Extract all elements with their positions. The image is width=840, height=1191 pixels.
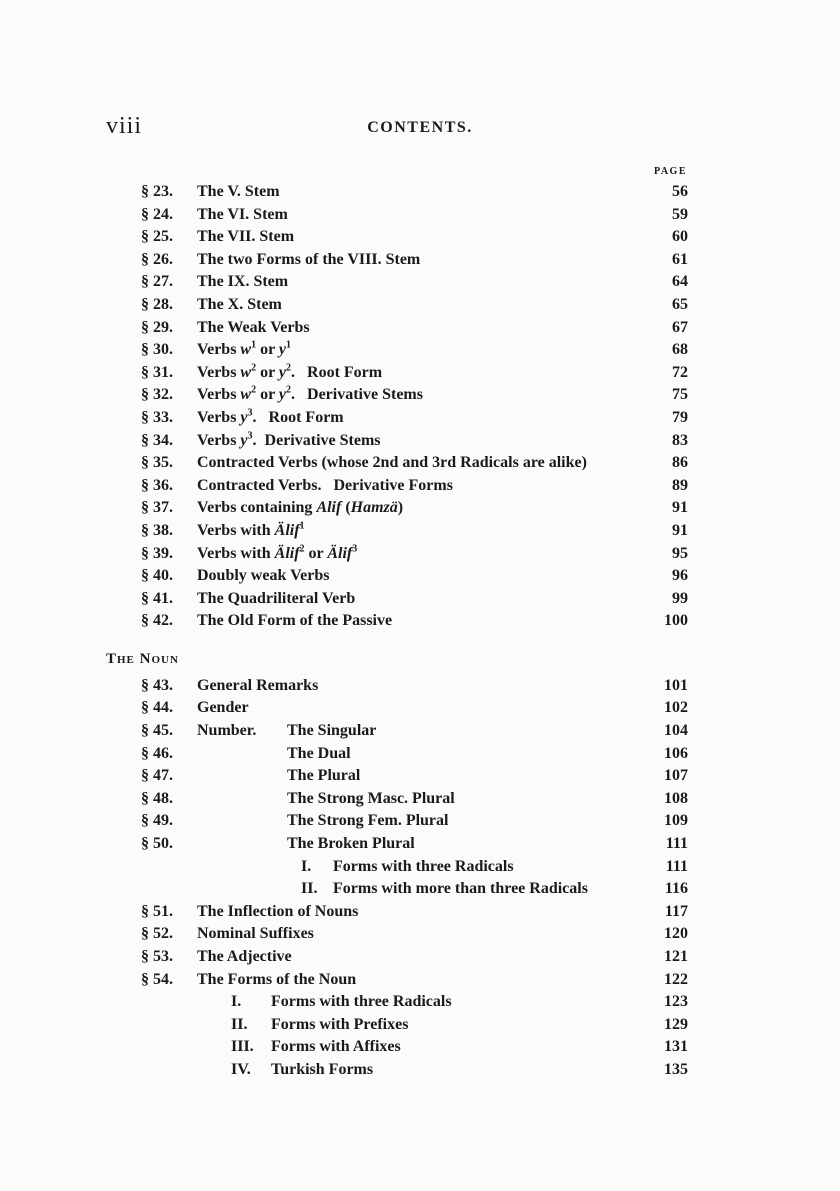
toc-entry <box>0 675 840 698</box>
section-number: § 46. <box>141 744 173 762</box>
toc-entry <box>0 384 840 407</box>
entry-title: The VI. Stem <box>197 205 288 223</box>
toc-entry <box>0 743 840 766</box>
roman-numeral: II. <box>231 1015 248 1033</box>
toc-entry <box>0 407 840 430</box>
toc-subentry <box>0 878 840 901</box>
section-number: § 52. <box>141 925 173 943</box>
section-number: § 24. <box>141 205 173 223</box>
toc-subentry <box>0 1036 840 1059</box>
entry-page: 61 <box>672 250 688 268</box>
entry-title: Verbs $y^3$. Derivative Stems <box>197 430 381 449</box>
entry-title: Verbs with Älif$^1$ <box>197 520 305 539</box>
toc-subentry <box>0 1059 840 1082</box>
toc-entry <box>0 226 840 249</box>
section-number: § 29. <box>141 318 173 336</box>
entry-title: Nominal Suffixes <box>197 925 314 943</box>
section-number: § 40. <box>141 567 173 585</box>
part-heading: The Noun <box>106 650 179 667</box>
roman-numeral: II. <box>301 880 318 898</box>
entry-title: Doubly weak Verbs <box>197 567 330 585</box>
entry-title: Gender <box>197 699 249 717</box>
entry-page: 72 <box>672 363 688 381</box>
page-number: viii <box>106 113 143 139</box>
section-number: § 38. <box>141 521 173 539</box>
toc-entry <box>0 204 840 227</box>
toc-entry <box>0 765 840 788</box>
entry-title: Verbs containing Alif (Hamzä) <box>197 499 404 517</box>
entry-page: 65 <box>672 295 688 313</box>
entry-page: 100 <box>664 612 688 630</box>
section-number: § 26. <box>141 250 173 268</box>
entry-page: 56 <box>672 183 688 200</box>
entry-title: Forms with three Radicals <box>271 993 452 1011</box>
entry-title: The Plural <box>287 767 361 785</box>
toc-entry <box>0 969 840 992</box>
entry-page: 107 <box>664 767 688 785</box>
entry-page: 95 <box>672 544 688 562</box>
entry-page: 116 <box>664 880 688 898</box>
toc-entry <box>0 923 840 946</box>
section-number: § 23. <box>141 183 173 200</box>
toc-entry <box>0 452 840 475</box>
entry-page: 109 <box>664 812 688 830</box>
toc-entry <box>0 294 840 317</box>
roman-numeral: IV. <box>231 1060 251 1078</box>
entry-title: The Quadriliteral Verb <box>197 589 356 607</box>
toc-entry <box>0 543 840 566</box>
entry-title: The Broken Plural <box>287 835 415 853</box>
entry-page: 102 <box>664 699 688 717</box>
toc-entry <box>0 497 840 520</box>
toc-entry <box>0 271 840 294</box>
entry-page: 86 <box>672 454 688 472</box>
page-column-label: PAGE <box>653 166 687 177</box>
entry-title: Verbs with Älif$^2$ or Älif$^3$ <box>197 543 358 562</box>
section-number: § 28. <box>141 295 173 313</box>
entry-title: Verbs $w^2$ or $y^2$. Derivative Stems <box>197 385 423 404</box>
section-number: § 39. <box>141 544 173 562</box>
section-number: § 48. <box>141 789 173 807</box>
toc-entry <box>0 588 840 611</box>
entry-title: General Remarks <box>197 676 319 694</box>
entry-page: 68 <box>672 341 688 359</box>
entry-title: Verbs $w^1$ or $y^1$ <box>197 339 292 359</box>
part-heading-row <box>0 633 840 675</box>
section-number: § 34. <box>141 431 173 449</box>
entry-page: 91 <box>672 521 688 539</box>
toc-entry <box>0 946 840 969</box>
entry-page: 122 <box>664 970 688 988</box>
toc-entry <box>0 810 840 833</box>
entry-title: Forms with Affixes <box>271 1038 401 1056</box>
toc-entry <box>0 362 840 385</box>
section-number: § 32. <box>141 386 173 404</box>
section-number: § 43. <box>141 676 173 694</box>
section-number: § 36. <box>141 476 173 494</box>
section-number: § 44. <box>141 699 173 717</box>
contents-list <box>0 181 840 1082</box>
section-number: § 30. <box>141 341 173 359</box>
entry-page: 60 <box>672 228 688 246</box>
toc-entry <box>0 788 840 811</box>
entry-title: The IX. Stem <box>197 273 289 291</box>
entry-page: 89 <box>672 476 688 494</box>
entry-page: 129 <box>664 1015 688 1033</box>
section-number: § 35. <box>141 454 173 472</box>
entry-title: The Old Form of the Passive <box>197 612 393 630</box>
entry-page: 131 <box>664 1038 688 1056</box>
toc-entry <box>0 317 840 340</box>
roman-numeral: I. <box>301 857 312 875</box>
entry-title: The Dual <box>287 744 351 762</box>
entry-title: The V. Stem <box>197 183 280 200</box>
entry-page: 75 <box>672 386 688 404</box>
entry-page: 117 <box>664 902 688 920</box>
toc-entry <box>0 833 840 856</box>
section-number: § 27. <box>141 273 173 291</box>
entry-page: 120 <box>664 925 688 943</box>
entry-page: 96 <box>672 567 688 585</box>
entry-page: 99 <box>672 589 688 607</box>
entry-title: Forms with more than three Radicals <box>333 880 588 898</box>
entry-title: The Forms of the Noun <box>197 970 357 988</box>
entry-title: The X. Stem <box>197 295 282 313</box>
entry-page: 101 <box>664 676 688 694</box>
section-number: § 25. <box>141 228 173 246</box>
entry-title: Turkish Forms <box>271 1060 374 1078</box>
entry-title: The Strong Fem. Plural <box>287 812 449 830</box>
entry-page: 106 <box>664 744 688 762</box>
entry-page: 135 <box>664 1060 688 1078</box>
toc-entry <box>0 520 840 543</box>
toc-entry <box>0 430 840 453</box>
entry-page: 64 <box>672 273 688 291</box>
entry-title: Verbs $y^3$. Root Form <box>197 407 344 426</box>
entry-title: Verbs $w^2$ or $y^2$. Root Form <box>197 362 383 381</box>
section-number: § 49. <box>141 812 173 830</box>
section-number: § 37. <box>141 499 173 517</box>
section-number: § 54. <box>141 970 173 988</box>
toc-entry <box>0 565 840 588</box>
toc-subentry <box>0 1014 840 1037</box>
entry-page: 111 <box>665 857 688 875</box>
toc-entry <box>0 720 840 743</box>
entry-title: The VII. Stem <box>197 228 295 246</box>
toc-entry <box>0 901 840 924</box>
toc-entry <box>0 339 840 362</box>
entry-page: 67 <box>672 318 688 336</box>
section-number: § 53. <box>141 948 173 965</box>
entry-page: 108 <box>664 789 688 807</box>
entry-page: 104 <box>664 722 688 740</box>
running-title: CONTENTS. <box>367 119 473 136</box>
section-number: § 47. <box>141 767 173 785</box>
entry-title: Contracted Verbs (whose 2nd and 3rd Radicals are alike) <box>197 454 587 472</box>
entry-title: Forms with Prefixes <box>271 1015 409 1033</box>
toc-subentry <box>0 991 840 1014</box>
toc-entry <box>0 249 840 272</box>
entry-prefix: Number. <box>197 722 257 740</box>
entry-title: The Inflection of Nouns <box>197 902 359 920</box>
entry-page: 123 <box>664 993 688 1011</box>
entry-page: 59 <box>672 205 688 223</box>
section-number: § 51. <box>141 902 173 920</box>
section-number: § 41. <box>141 589 173 607</box>
entry-title: Contracted Verbs. Derivative Forms <box>197 476 453 494</box>
entry-page: 83 <box>672 431 688 449</box>
section-number: § 42. <box>141 612 173 630</box>
entry-title: The Strong Masc. Plural <box>287 789 455 807</box>
entry-title: The two Forms of the VIII. Stem <box>197 250 421 268</box>
section-number: § 33. <box>141 408 173 426</box>
entry-page: 91 <box>672 499 688 517</box>
roman-numeral: I. <box>231 993 242 1011</box>
entry-title: The Adjective <box>197 948 292 965</box>
section-number: § 50. <box>141 835 173 853</box>
section-number: § 31. <box>141 363 173 381</box>
entry-title: The Singular <box>287 722 377 740</box>
toc-entry <box>0 181 840 204</box>
entry-title: Forms with three Radicals <box>333 857 514 875</box>
roman-numeral: III. <box>231 1038 254 1056</box>
entry-page: 79 <box>672 408 688 426</box>
entry-page: 121 <box>664 948 688 965</box>
toc-entry <box>0 610 840 633</box>
toc-entry <box>0 475 840 498</box>
toc-entry <box>0 697 840 720</box>
entry-page: 111 <box>665 835 688 853</box>
entry-title: The Weak Verbs <box>197 318 310 336</box>
toc-subentry <box>0 856 840 879</box>
section-number: § 45. <box>141 722 173 740</box>
